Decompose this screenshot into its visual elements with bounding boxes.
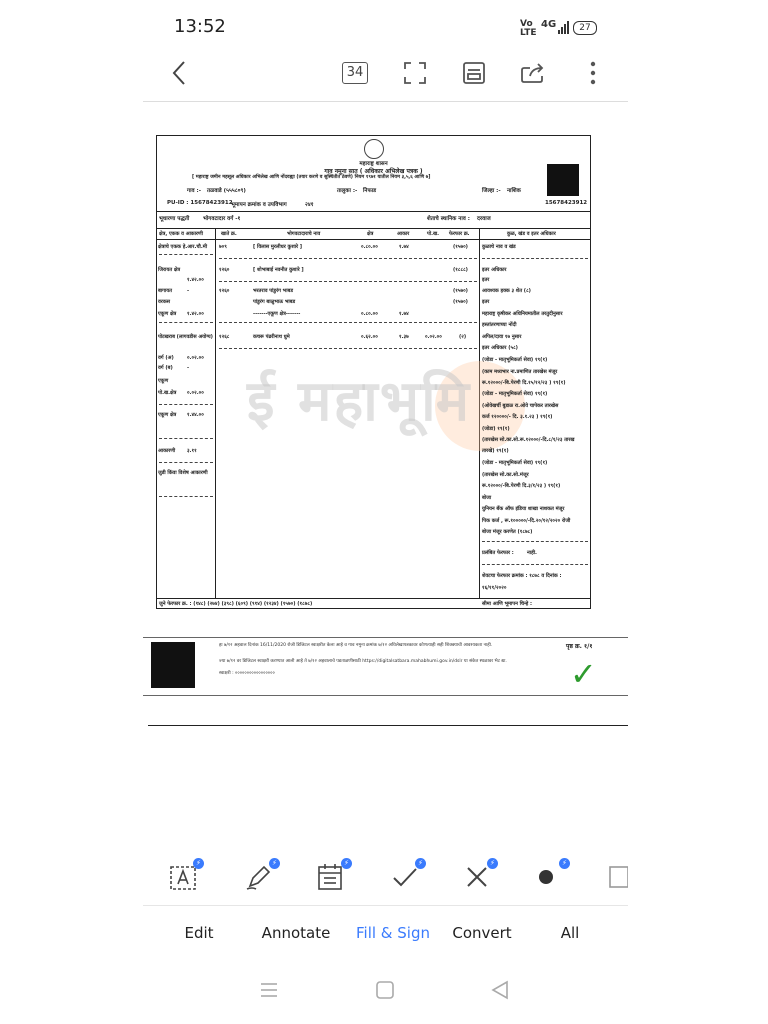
survey-label: भूमापन क्रमांक व उपविभाग	[231, 202, 287, 208]
tenure-label: भूधारणा पद्धती	[159, 216, 190, 222]
fullscreen-button[interactable]	[398, 56, 432, 90]
footer-line-3: स्वाक्षरी : ०००००००००००००००००	[219, 671, 275, 676]
left-line: एकूण क्षेत्र	[158, 412, 177, 418]
header-line-2: गाव नमुना सात ( अधिकार अभिलेख पत्रक )	[324, 168, 423, 175]
status-bar	[0, 0, 768, 52]
owner-pherfar: (१५७०)	[453, 299, 468, 305]
signal-icon	[558, 20, 570, 34]
more-vertical-icon	[590, 61, 596, 85]
owner-akar: १.७४	[399, 311, 409, 317]
rights-line: (तारखेस सो.का.सो.रू.१२०००/-दि.८/१/२३ तारख	[482, 437, 575, 443]
dot-tool[interactable]	[530, 858, 570, 898]
left-line: क्षेत्राचे एकक हे.आर.चौ.मी	[158, 244, 208, 250]
toolbar-divider	[143, 101, 628, 102]
header-line-1: महाराष्ट्र शासन	[359, 161, 388, 167]
annotate-tool[interactable]	[240, 858, 280, 898]
more-options-button[interactable]	[576, 56, 610, 90]
left-line: वरकस	[158, 299, 171, 305]
tab-all[interactable]: All	[560, 924, 580, 942]
rights-line: युनियन बँक ऑफ इंडिया शाखा नाशकत मंजूर	[482, 506, 565, 512]
rights-line: कुळाचे नाव व खंड	[482, 244, 516, 250]
owner-khate: १२६०	[219, 267, 230, 273]
qr-code-header	[547, 164, 579, 196]
share-icon	[520, 62, 546, 84]
ai-badge-icon: ⚡	[487, 858, 498, 869]
edit-tool[interactable]	[164, 858, 204, 898]
owner-pherfar: (१५७०)	[453, 288, 468, 294]
battery-icon: 27	[573, 21, 597, 35]
tab-annotate[interactable]: Annotate	[261, 924, 331, 942]
owner-akar: १.३७	[399, 334, 409, 340]
rights-line: बोजा	[482, 495, 492, 501]
col-header-khate: खाते क्र.	[221, 231, 237, 237]
rights-line: (जोडा - मातृभूमिकर्ता सेवा) १९(१)	[482, 357, 548, 363]
district-value: नाशिक	[507, 188, 521, 194]
owner-khate: ७०९	[219, 244, 227, 250]
left-value: १.४२.००	[187, 311, 204, 317]
rights-line: (काम मध्यभार ना.प्रमाणित तारखेस मंजूर	[482, 369, 558, 375]
fullscreen-icon	[404, 62, 426, 84]
page-count-label: 34	[342, 62, 368, 84]
local-name-value: दरवाज	[477, 216, 491, 222]
left-line: पोटखराब (लागवडीस अयोग्य)	[158, 334, 213, 340]
col-header-rights: कुळ, खंड व इतर अधिकार	[507, 231, 556, 237]
top-toolbar	[0, 52, 768, 92]
footer-line-1: हा ७/१२ अहवाल दिनांक 16/11/2020 रोजी डिजिटल स्वाक्षरीत केला आहे व गाव नमुना क्रमांक ७/१२ अधिलेखापत्रकावर कोणत्याही सही शिक्क्याची आवश्यकता नाही.	[219, 643, 493, 648]
tenure-value: भोगवटादार वर्ग -१	[203, 216, 241, 222]
col-header-owner: भोगवटादाराचे नाव	[287, 231, 321, 237]
owner-khate: १२६८	[219, 334, 230, 340]
rights-line: रू.१२०००/-बि.पेरणी दि.३/१/२३ ) १९(१)	[482, 483, 561, 489]
rights-line: (जोडा - मातृभूमिकर्ता सेवा) १९(१)	[482, 391, 548, 397]
footer-line-2: ज्या ७/१२ वर डिजिटल स्वाक्षरी करण्यात आली आहे ते ७/१२ अहवालाचे पडताळणीसाठी https://digitalsatbara.mahabhumi.gov.in/dslr या संकेत स्थळावर भेट द्या.	[219, 659, 507, 664]
pending-value: नाही.	[527, 550, 537, 556]
qr-code-footer	[151, 642, 195, 688]
page-view-button[interactable]	[457, 56, 491, 90]
tools-row	[0, 852, 768, 912]
network-indicator: 4G	[541, 19, 557, 30]
state-emblem-icon	[364, 139, 384, 159]
rights-line: पिक कर्ज , रू.१०००००/-दि.२०/१२/२०२० रोजी	[482, 518, 571, 524]
rectangle-icon	[602, 862, 628, 892]
rectangle-tool[interactable]	[598, 858, 628, 898]
left-value: ३.११	[187, 448, 197, 454]
check-icon: ✓	[570, 655, 597, 693]
left-line: एकूण	[158, 378, 169, 384]
home-button[interactable]	[373, 978, 397, 1002]
share-button[interactable]	[516, 56, 550, 90]
bottom-tabs	[0, 920, 768, 950]
owner-name: पांडुरंग बाळुभाऊ भाबड	[253, 299, 296, 305]
rights-line: इतर	[482, 277, 490, 283]
left-line: वर्ग (ब)	[158, 365, 173, 371]
ai-badge-icon: ⚡	[559, 858, 570, 869]
back-button[interactable]	[162, 56, 196, 90]
left-line: वर्ग (अ)	[158, 355, 174, 361]
left-value: -	[187, 365, 190, 371]
volte-indicator: Vo LTE	[520, 19, 537, 38]
left-value: -	[187, 288, 190, 294]
old-mutations: जुने फेरफार क्र. : (१४८) (२७४) (३९८) (६०९) (९१४) (१२३४) (१५७०) (१८७८)	[159, 601, 313, 607]
chevron-left-icon	[171, 60, 187, 86]
owner-total: -------एकूण क्षेत्र-------	[253, 311, 301, 317]
last-mutation-date: १६/११/२०२०	[482, 585, 507, 591]
rights-line: अपिल/दावा १७ नुसार	[482, 334, 522, 340]
owner-name: [ विलास मुरलीधर कुशारे ]	[253, 244, 303, 250]
home-square-icon	[373, 978, 397, 1002]
document-footer	[143, 637, 628, 696]
rights-line: रू.१२०००/-बि.पेरणी दि.१५/१२/२३ ) १९(१)	[482, 380, 566, 386]
header-line-3: [ महाराष्ट्र जमीन महसूल अधिकार अभिलेख आणि नोंदवह्या (तयार करणे व सुस्थितीत ठेवणे) नियम १९७१ यातील नियम ३,५,६ आणि ७]	[192, 175, 431, 180]
document-page[interactable]	[156, 135, 591, 609]
page-count-button[interactable]	[338, 56, 372, 90]
left-value: ०.०२.००	[187, 355, 204, 361]
checkmark-tool[interactable]	[386, 858, 426, 898]
owner-area: ०.८०.००	[361, 244, 378, 250]
rights-line: बोजा मंजूर करणेत (१८७८)	[482, 529, 533, 535]
doc-code: 15678423912	[545, 200, 588, 206]
recents-button[interactable]	[257, 978, 281, 1002]
col-header-pokh: पो.ख.	[427, 231, 440, 237]
rights-line: इतर	[482, 299, 490, 305]
owner-pherfar: (१५७०)	[453, 244, 468, 250]
tab-convert[interactable]: Convert	[452, 924, 512, 942]
page-number: पृष्ठ क्र. १/१	[566, 643, 593, 650]
col-header-kshetra: क्षेत्र	[367, 231, 374, 237]
rights-line: (तारखेस सो.का.सो.मंजूर	[482, 472, 529, 478]
document-layout-icon	[463, 62, 485, 84]
local-name-label: शेताचे स्थानिक नाव :	[427, 216, 470, 222]
district-label: जिल्हा :-	[482, 188, 501, 194]
rights-line: (जोडा - मातृभूमिकर्ता सेवा) १९(१)	[482, 460, 548, 466]
fill-sign-tool[interactable]	[312, 858, 352, 898]
left-line: आकारणी	[158, 448, 176, 454]
left-line: जुडी किंवा विशेष आकारणी	[158, 470, 208, 476]
left-line: पो.ख.क्षेत्र	[158, 390, 177, 396]
left-line: एकूण क्षेत्र	[158, 311, 177, 317]
left-line: बागायत	[158, 288, 173, 294]
rights-line: (ओवेखर्ची बुडाळ रा.ओवे चापेकर तारखेस	[482, 403, 559, 409]
watermark: ई महाभूमि	[247, 369, 472, 434]
pu-id: PU-ID : 15678423912	[167, 200, 233, 206]
owner-name: कचरू पंढरीनाथ धुमे	[253, 334, 290, 340]
rights-line: महाराष्ट्र कृषीकर अधिनियमातील तरतुदीनुसार	[482, 311, 563, 317]
tab-edit[interactable]: Edit	[184, 924, 214, 942]
owner-name: [ शोभाबाई नवनीत कुशारे ]	[253, 267, 304, 273]
last-mutation: शेवटचा फेरफार क्रमांक : १८७८ व दिनांक :	[482, 573, 562, 579]
col-header-akar: आकार	[397, 231, 410, 237]
left-value: ०.०२.००	[187, 390, 204, 396]
col-header-pherfar: फेरफार क्र.	[449, 231, 470, 237]
owner-pokh: ०.०२.००	[425, 334, 442, 340]
system-nav-bar	[0, 970, 768, 1010]
rights-line: इतर अधिकार (५८)	[482, 345, 518, 351]
ai-badge-icon: ⚡	[269, 858, 280, 869]
col-header-area: क्षेत्र, एकक व आकारणी	[159, 231, 203, 237]
owner-pherfar: (२)	[459, 334, 467, 340]
left-value: १.४४.००	[187, 412, 204, 418]
rights-line: आवश्यक हक्क ३ शेत (८)	[482, 288, 531, 294]
ai-badge-icon: ⚡	[341, 858, 352, 869]
back-triangle-icon	[488, 978, 512, 1002]
village-label: गाव :-	[187, 188, 201, 194]
village-value: तळवाडे (५५५८०९)	[207, 188, 246, 194]
ai-badge-icon: ⚡	[415, 858, 426, 869]
taluka-value: निफाड	[363, 188, 377, 194]
owner-name: भरतराव पांडुरंग भाबड	[253, 288, 294, 294]
owner-pherfar: (१८८८)	[453, 267, 468, 273]
left-line: जिरायत क्षेत्र	[158, 267, 181, 273]
rights-line: हस्तांतरणाच्या नोंदी	[482, 322, 517, 328]
boundary-marks: सीमा आणि भूमापन चिन्हे :	[482, 601, 532, 607]
ai-badge-icon: ⚡	[193, 858, 204, 869]
owner-akar: १.७४	[399, 244, 409, 250]
rights-line: (जोडा) १९(१)	[482, 426, 510, 432]
tab-fill-sign[interactable]: Fill & Sign	[356, 924, 430, 942]
pending-label: प्रलंबित फेरफार :	[482, 550, 514, 556]
system-back-button[interactable]	[488, 978, 512, 1002]
rights-line: कर्ज १२००००/- दि. ३.१.२३ ) १९(१)	[482, 414, 553, 420]
owner-khate: १२६०	[219, 288, 230, 294]
owner-area: ०.८०.००	[361, 311, 378, 317]
menu-icon	[257, 978, 281, 1002]
rights-line: तारखे) १९(१)	[482, 448, 509, 454]
cross-tool[interactable]	[458, 858, 498, 898]
page-divider	[148, 725, 628, 726]
taluka-label: तालुका :-	[337, 188, 358, 194]
left-value: १.४२.००	[187, 277, 204, 283]
owner-area: ०.६२.००	[361, 334, 378, 340]
tools-divider	[143, 905, 628, 906]
rights-line: इतर अधिकार	[482, 267, 507, 273]
survey-value: २४१	[305, 202, 314, 208]
status-time: 13:52	[174, 16, 226, 37]
